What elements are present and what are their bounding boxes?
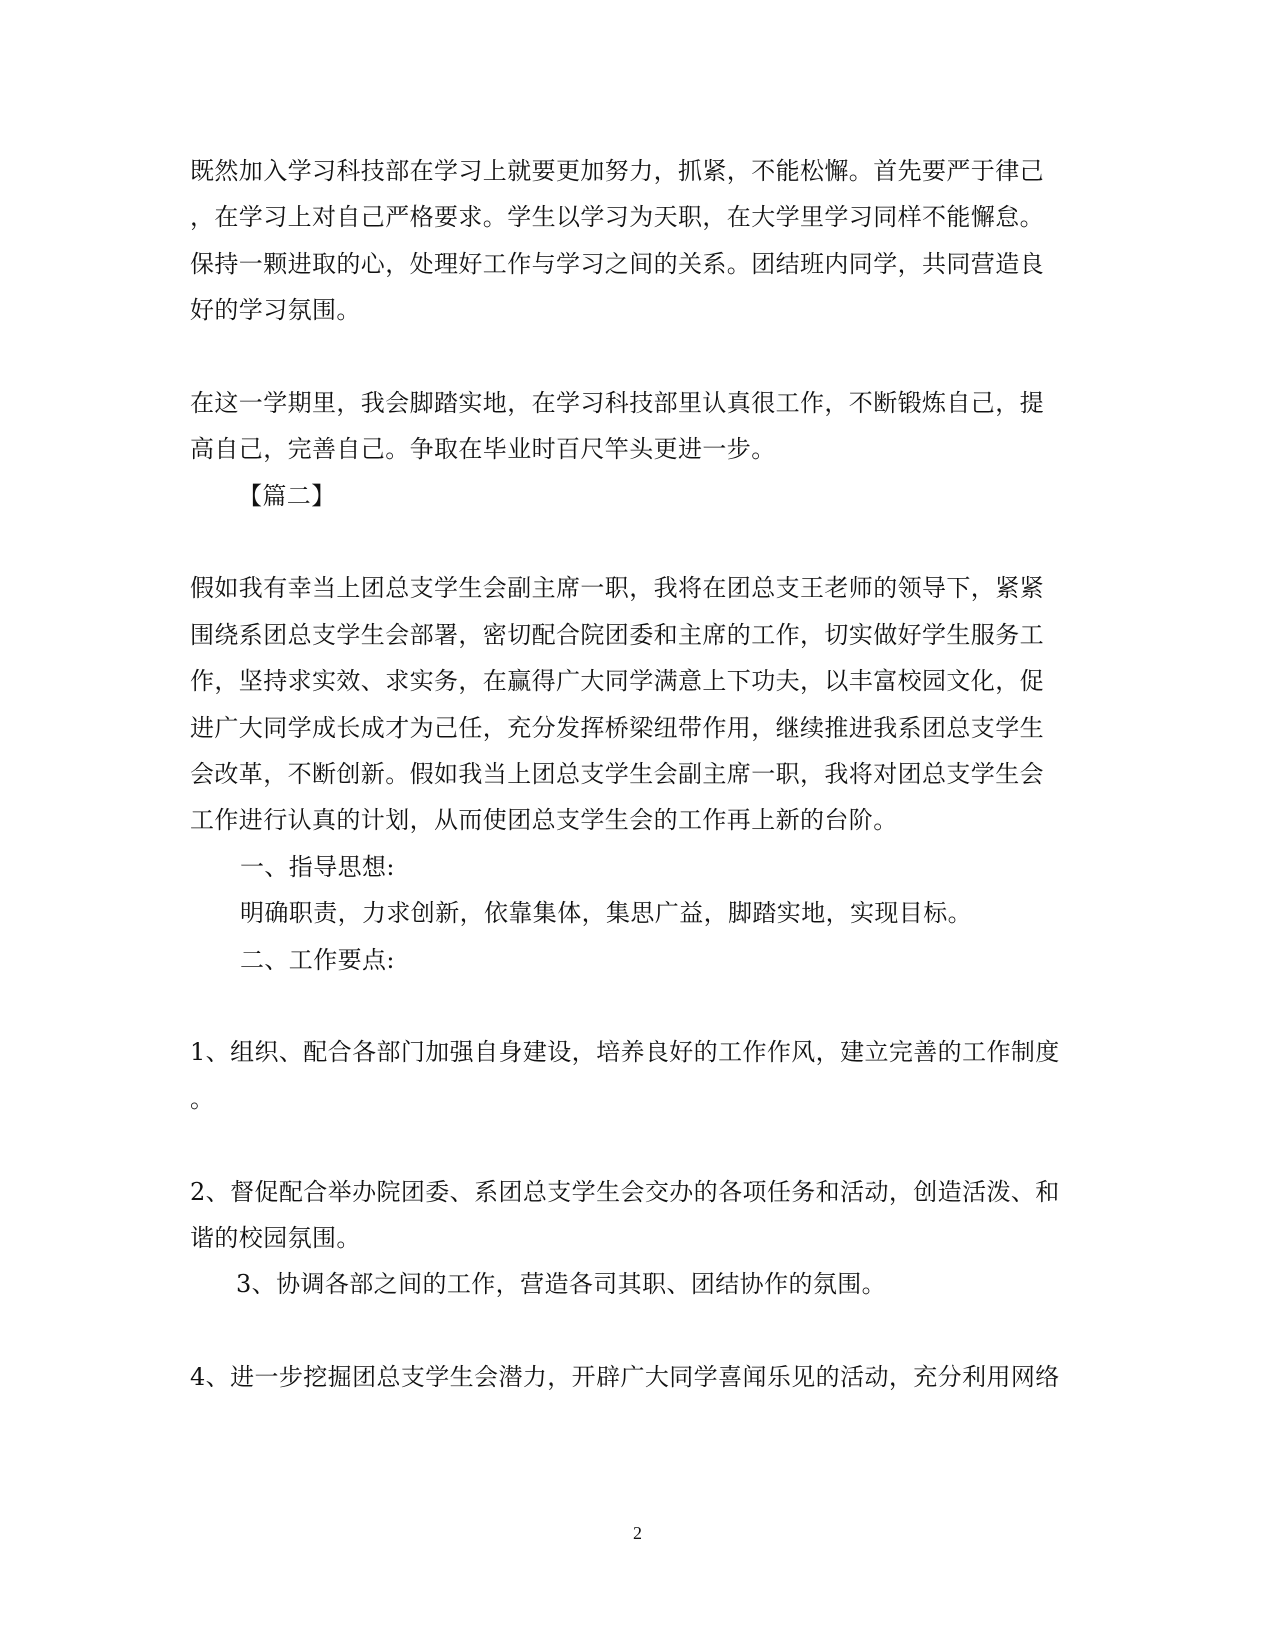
point-4-line-1: 4、进一步挖掘团总支学生会潜力，开辟广大同学喜闻乐见的活动，充分利用网络 (190, 1363, 1060, 1391)
paragraph-3-line-4: 进广大同学成长成才为己任，充分发挥桥梁纽带作用，继续推进我系团总支学生 (190, 714, 1044, 742)
point-3: 3、协调各部之间的工作，营造各司其职、团结协作的氛围。 (236, 1270, 887, 1298)
paragraph-3-line-2: 围绕系团总支学生会部署，密切配合院团委和主席的工作，切实做好学生服务工 (190, 621, 1044, 649)
paragraph-1-line-4: 好的学习氛围。 (190, 296, 361, 324)
section-heading: 【篇二】 (238, 482, 336, 510)
work-points-title: 二、工作要点: (240, 946, 395, 974)
paragraph-2-line-1: 在这一学期里，我会脚踏实地，在学习科技部里认真很工作，不断锻炼自己，提 (190, 389, 1044, 417)
paragraph-2-line-2: 高自己，完善自己。争取在毕业时百尺竿头更进一步。 (190, 435, 776, 463)
page-number: 2 (633, 1523, 642, 1543)
paragraph-1-line-1: 既然加入学习科技部在学习上就要更加努力，抓紧，不能松懈。首先要严于律己 (190, 157, 1044, 185)
point-2-line-1: 2、督促配合举办院团委、系团总支学生会交办的各项任务和活动，创造活泼、和 (190, 1178, 1060, 1206)
paragraph-1-line-2: ，在学习上对自己严格要求。学生以学习为天职，在大学里学习同样不能懈怠。 (190, 203, 1044, 231)
paragraph-3-line-3: 作，坚持求实效、求实务，在赢得广大同学满意上下功夫，以丰富校园文化，促 (190, 667, 1044, 695)
point-1-line-1: 1、组织、配合各部门加强自身建设，培养良好的工作作风，建立完善的工作制度 (190, 1038, 1060, 1066)
guiding-thought-title: 一、指导思想: (240, 853, 395, 881)
paragraph-3-line-6: 工作进行认真的计划，从而使团总支学生会的工作再上新的台阶。 (190, 806, 898, 834)
guiding-thought-text: 明确职责，力求创新，依靠集体，集思广益，脚踏实地，实现目标。 (240, 899, 972, 927)
paragraph-1-line-3: 保持一颗进取的心，处理好工作与学习之间的关系。团结班内同学，共同营造良 (190, 250, 1044, 278)
paragraph-3-line-1: 假如我有幸当上团总支学生会副主席一职，我将在团总支王老师的领导下，紧紧 (190, 574, 1044, 602)
paragraph-3-line-5: 会改革，不断创新。假如我当上团总支学生会副主席一职，我将对团总支学生会 (190, 760, 1044, 788)
point-1-line-2: 。 (190, 1085, 215, 1113)
point-2-line-2: 谐的校园氛围。 (190, 1224, 361, 1252)
